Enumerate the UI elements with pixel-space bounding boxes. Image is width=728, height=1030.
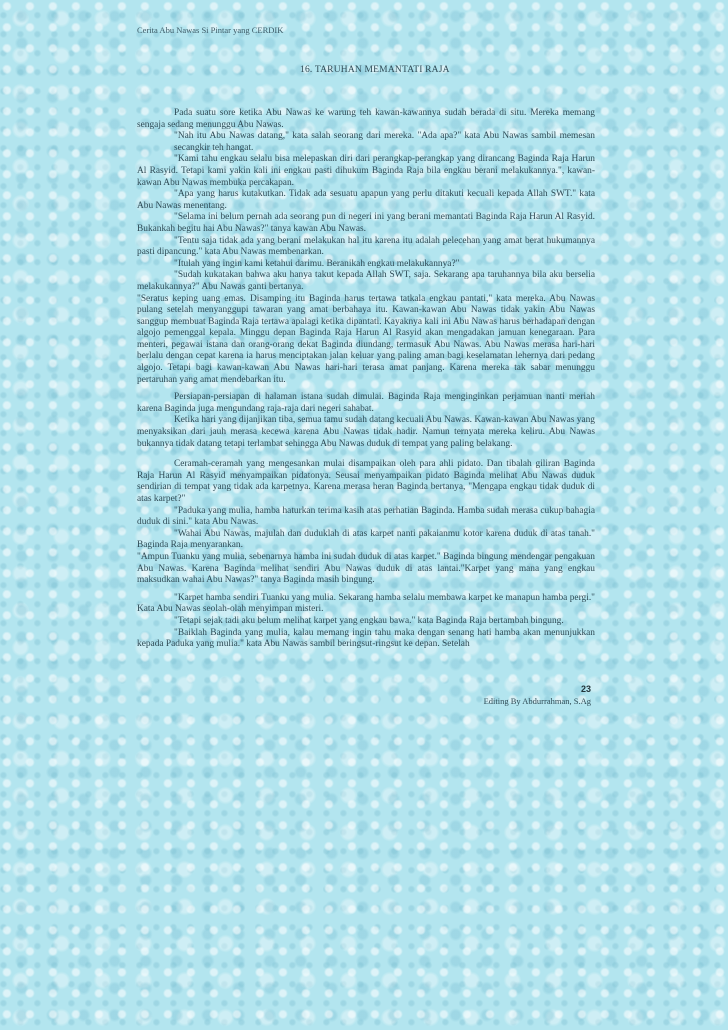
editor-credit: Editing By Abdurrahman, S.Ag [483, 696, 591, 706]
document-header: Cerita Abu Nawas Si Pintar yang CERDIK [137, 25, 284, 35]
story-paragraph: "Seratus keping uang emas. Disamping itu Baginda harus tertawa tatkala engkau pantati," kata mereka. Abu Nawas pulang setelah menyanggupi tawaran yang amat berbahaya itu. Kawan-kawan Abu Nawas tidak yakin Abu Nawas sanggup membuat Baginda Raja tertawa apalagi ketika dipantati. Kayaknya kali ini Abu Nawas harus berhadapan dengan algojo pemenggal kepala. Minggu depan Baginda Raja Harun Al Rasyid akan mengadakan jamuan kenegaraan. Para menteri, pegawai istana dan orang-orang dekat Baginda diundang, termasuk Abu Nawas. Abu Nawas merasa hari-hari berlalu dengan cepat karena ia harus menciptakan jalan keluar yang paling aman bagi keselamatan lehernya dari pedang algojo. Tetapi bagi kawan-kawan Abu Nawas hari-hari terasa amat panjang. Karena mereka tak sabar menunggu pertaruhan yang amat mendebarkan itu. [137, 293, 595, 385]
story-paragraph: "Apa yang harus kutakutkan. Tidak ada sesuatu apapun yang perlu ditakuti kecuali kepada Allah SWT." kata Abu Nawas menentang. [137, 189, 595, 211]
story-paragraph: Persiapan-persiapan di halaman istana sudah dimulai. Baginda Raja menginginkan perjamuan nanti meriah karena Baginda juga mengundang raja-raja dari negeri sahabat. [137, 392, 595, 414]
story-paragraph: "Nah itu Abu Nawas datang," kata salah seorang dari mereka. "Ada apa?" kata Abu Nawas sambil memesan secangkir teh hangat. [174, 131, 595, 153]
story-paragraph: "Selama ini belum pernah ada seorang pun di negeri ini yang berani memantati Baginda Raja Harun Al Rasyid. Bukankah begitu hai Abu Nawas?" tanya kawan Abu Nawas. [137, 212, 595, 234]
story-paragraph: "Sudah kukatakan bahwa aku hanya takut kepada Allah SWT, saja. Sekarang apa taruhannya bila aku berselia melakukannya?" Abu Nawas ganti bertanya. [137, 270, 595, 292]
story-paragraph: Ceramah-ceramah yang mengesankan mulai disampaikan oleh para ahli pidato. Dan tibalah giliran Baginda Raja Harun Al Rasyid menyampaikan pidatonya. Seusai menyampaikan pidato Baginda melihat Abu Nawas duduk sendirian di tempat yang tidak ada karpetnya. Karena merasa heran Baginda bertanya, "Mengapa engkau tidak duduk di atas karpet?" [137, 459, 595, 504]
story-paragraph: "Karpet hamba sendiri Tuanku yang mulia. Sekarang hamba selalu membawa karpet ke manapun hamba pergi." Kata Abu Nawas seolah-olah menyimpan misteri. [137, 592, 595, 615]
story-paragraph: "Tentu saja tidak ada yang berani melakukan hal itu karena itu adalah pelecehan yang amat berat hukumannya pasti dipancung." kata Abu Nawas membenarkan. [137, 235, 595, 258]
chapter-title: 16. TARUHAN MEMANTATI RAJA [300, 65, 450, 75]
story-paragraph: "Itulah yang ingin kami ketahui darimu. Beranikah engkau melakukannya?" [174, 258, 460, 269]
page-number: 23 [580, 684, 591, 694]
story-paragraph: Ketika hari yang dijanjikan tiba, semua tamu sudah datang kecuali Abu Nawas. Kawan-kawan Abu Nawas yang menyaksikan dari jauh merasa kecewa karena Abu Nawas tidak hadir. Namun ternyata mereka keliru. Abu Nawas bukannya tidak datang tetapi terlambat sehingga Abu Nawas duduk di tempat yang paling belakang. [137, 415, 595, 449]
story-paragraph: "Tetapi sejak tadi aku belum melihat karpet yang engkau bawa." kata Baginda Raja bertambah bingung. [174, 615, 564, 626]
story-paragraph: "Baiklah Baginda yang mulia, kalau memang ingin tahu maka dengan senang hati hamba akan menunjukkan kepada Paduka yang mulia." kata Abu Nawas sambil beringsut-ringsut ke depan. Setelah [137, 627, 595, 650]
story-paragraph: "Paduka yang mulia, hamba haturkan terima kasih atas perhatian Baginda. Hamba sudah merasa cukup bahagia duduk di sini." kata Abu Nawas. [137, 505, 595, 528]
story-paragraph: "Wahai Abu Nawas, majulah dan duduklah di atas karpet nanti pakaianmu kotor karena duduk di atas tanah." Baginda Raja menyarankan. [137, 528, 595, 551]
story-paragraph: "Ampun Tuanku yang mulia, sebenarnya hamba ini sudah duduk di atas karpet." Baginda bingung mendengar pengakuan Abu Nawas. Karena Baginda melihat sendiri Abu Nawas duduk di atas lantai."Karpet yang mana yang engkau maksudkan wahai Abu Nawas?" tanya Baginda masih bingung. [137, 551, 595, 586]
story-paragraph: Pada suatu sore ketika Abu Nawas ke warung teh kawan-kawannya sudah berada di situ. Mereka memang sengaja sedang menunggu Abu Nawas. [137, 108, 595, 130]
story-body [137, 108, 595, 651]
story-paragraph: "Kami tahu engkau selalu bisa melepaskan diri dari perangkap-perangkap yang dirancang Baginda Raja Harun Al Rasyid. Tetapi kami yakin kali ini engkau pasti dihukum Baginda Raja bila engkau berani melakukannya.", kawan-kawan Abu Nawas membuka percakapan. [137, 154, 595, 188]
